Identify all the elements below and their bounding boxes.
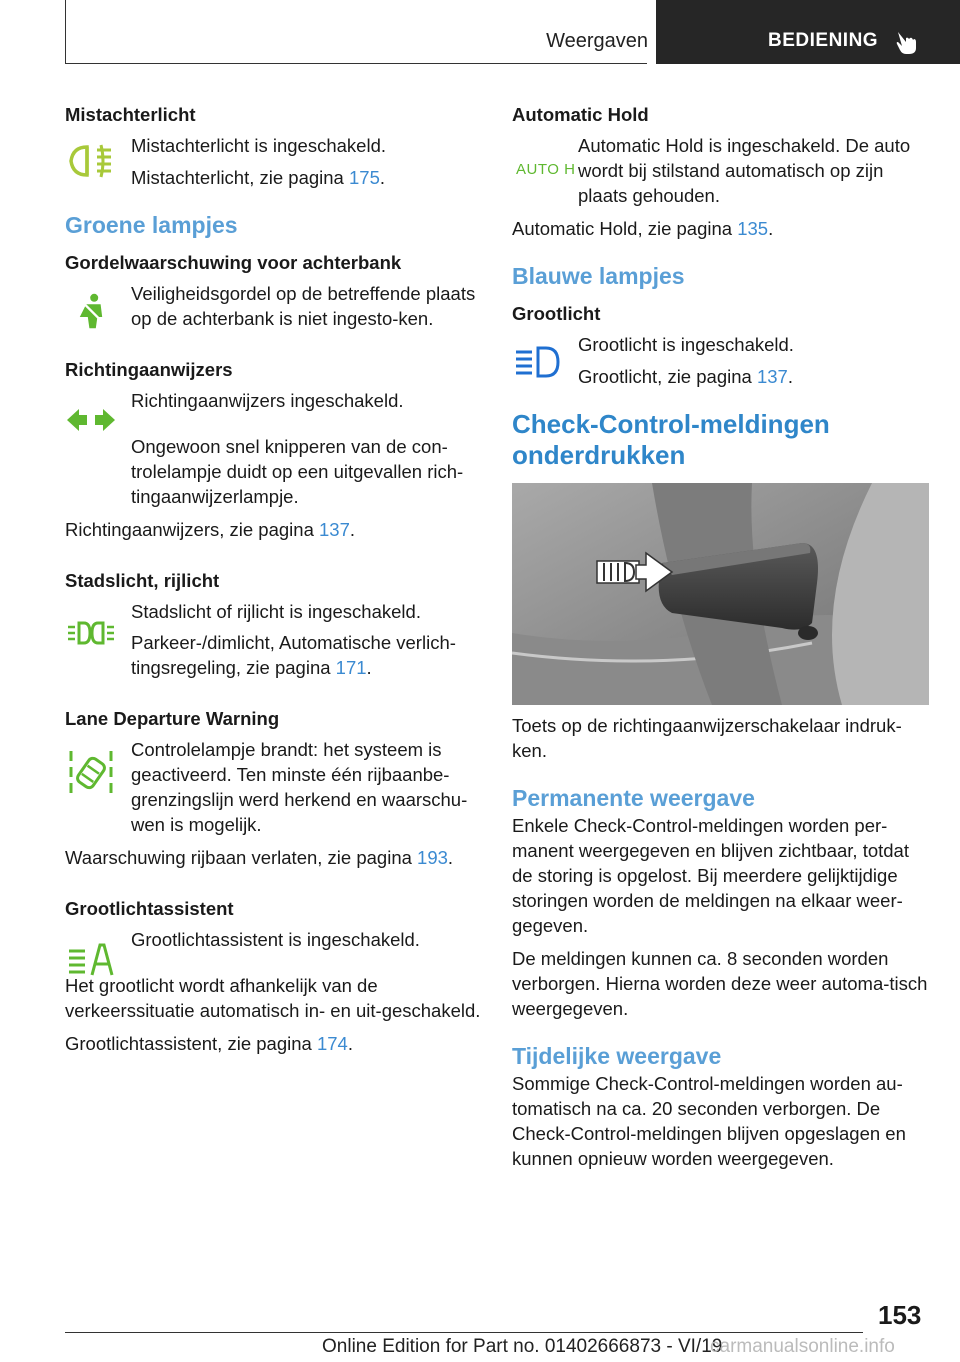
high-entry (512, 332, 929, 389)
header-section-title: Weergaven (546, 30, 648, 52)
park-line-2: Parkeer-/dimlicht, Automatische verlich-tingsregeling, zie pagina 171. (131, 632, 456, 678)
mist-page-link[interactable]: 175 (349, 167, 380, 188)
turn-signal-icon (65, 400, 117, 440)
lane-line-2: Waarschuwing rijbaan verlaten, zie pagina 193. (65, 847, 454, 868)
temporary-para-1: Sommige Check-Control-meldingen worden au-tomatisch na ca. 20 seconden verborgen. De Check-Control-meldingen blijven opgeslagen en kunnen opnieuw worden weergegeven. (512, 1073, 906, 1169)
turn-lever-drawing (512, 483, 929, 705)
hba-line-2: Het grootlicht wordt afhankelijk van de verkeerssituatie automatisch in- en uit-geschakeld. (65, 975, 481, 1021)
lane-title: Lane Departure Warning (65, 708, 280, 729)
ah-entry (512, 133, 929, 208)
hba-title: Grootlichtassistent (65, 898, 234, 919)
park-line-1: Stadslicht of rijlicht is ingeschakeld. (131, 601, 421, 622)
check-control-caption: Toets op de richtingaanwijzerschakelaar indruk-ken. (512, 715, 902, 761)
footer-edition: Online Edition for Part no. 01402666873 - VI/19 (322, 1336, 723, 1357)
ah-line-1: Automatic Hold is ingeschakeld. De auto wordt bij stilstand automatisch op zijn plaats gehouden. (578, 135, 911, 206)
hba-line-1: Grootlichtassistent is ingeschakeld. (131, 929, 420, 950)
lane-entry (65, 737, 482, 837)
hba-line-3: Grootlichtassistent, zie pagina 174. (65, 1033, 353, 1054)
ah-ref-text: Automatic Hold, zie pagina (512, 218, 738, 239)
check-control-heading: Check-Control-meldingen onderdrukken (512, 409, 830, 470)
permanent-heading: Permanente weergave (512, 785, 755, 811)
park-ref-text: Parkeer-/dimlicht, Automatische verlich-tingsregeling, zie pagina (131, 632, 456, 678)
turn-line-2 (131, 434, 482, 509)
permanent-para-2: De meldingen kunnen ca. 8 seconden worden verborgen. Hierna worden deze weer automa-tisch weergegeven. (512, 948, 928, 1019)
green-lamps-heading: Groene lampjes (65, 212, 238, 238)
mist-line-2: Mistachterlicht, zie pagina 175. (131, 167, 386, 188)
lane-line-1: Controlelampje brandt: het systeem is geactiveerd. Ten minste één rijbaanbe-grenzingslijn werd herkend en waarschu-wen is mogelijk. (131, 739, 468, 835)
watermark: carmanualsonline.info (710, 1336, 895, 1357)
park-page-link[interactable]: 171 (335, 657, 367, 678)
turn-line-3: Richtingaanwijzers, zie pagina 137. (65, 519, 356, 540)
high-line-2: Grootlicht, zie pagina 137. (578, 366, 793, 387)
blue-lamps-heading: Blauwe lampjes (512, 263, 685, 289)
lane-page-link[interactable]: 193 (417, 847, 448, 868)
high-line-1: Grootlicht is ingeschakeld. (578, 334, 794, 355)
park-title: Stadslicht, rijlicht (65, 570, 220, 591)
mist-line-1: Mistachterlicht is ingeschakeld. (131, 135, 386, 156)
seatbelt-warning-icon (65, 293, 117, 333)
turn-line-1: Richtingaanwijzers ingeschakeld. (131, 390, 404, 411)
header-rule-left (65, 0, 66, 64)
mist-title: Mistachterlicht (65, 104, 196, 125)
hba-page-link[interactable]: 174 (316, 1033, 348, 1054)
high-beam-icon (512, 342, 564, 382)
pointing-hand-icon (894, 30, 918, 56)
ah-page-link[interactable]: 135 (737, 218, 769, 239)
hba-ref-text: Grootlichtassistent, zie pagina (65, 1033, 317, 1054)
turn-ref-text: Richtingaanwijzers, zie pagina (65, 519, 319, 540)
header-chapter-label: BEDIENING (768, 30, 879, 51)
high-beam-assistant-icon (65, 941, 117, 981)
lane-departure-icon (65, 747, 117, 797)
page-number: 153 (878, 1300, 922, 1330)
lane-ref-text: Waarschuwing rijbaan verlaten, zie pagina (65, 847, 418, 868)
auto-hold-icon: AUTO H (516, 161, 576, 178)
turn-title: Richtingaanwijzers (65, 359, 233, 380)
temporary-heading: Tijdelijke weergave (512, 1043, 722, 1069)
belt-text: Veiligheidsgordel op de betreffende plaats op de achterbank is niet ingesto-ken. (131, 283, 476, 329)
high-page-link[interactable]: 137 (756, 366, 788, 387)
mist-ref-text: Mistachterlicht, zie pagina (131, 167, 349, 188)
mist-entry (65, 133, 482, 190)
high-title: Grootlicht (512, 303, 601, 324)
turn-entry (65, 388, 482, 428)
ah-title: Automatic Hold (512, 104, 649, 125)
turn-page-link[interactable]: 137 (319, 519, 350, 540)
parking-light-icon (65, 613, 117, 653)
turn-line-2-text: Ongewoon snel knipperen van de con-trolelampje duidt op een uitgevallen rich-tingaanwijzerlampje. (131, 436, 464, 507)
footer-rule (65, 1332, 863, 1333)
belt-title: Gordelwaarschuwing voor achterbank (65, 252, 402, 273)
permanent-para-1: Enkele Check-Control-meldingen worden per-manent weergegeven en blijven zichtbaar, totdat de storing is opgelost. Bij meerdere gelijktijdige storingen worden de meldingen na elkaar weer-gegeven. (512, 815, 909, 936)
right-column (512, 102, 929, 1171)
hba-entry (65, 927, 482, 967)
rear-fog-light-icon (65, 141, 117, 181)
ah-line-2: Automatic Hold, zie pagina 135. (512, 218, 774, 239)
header-rule-bottom (65, 63, 647, 64)
left-column (65, 102, 482, 1056)
belt-entry (65, 281, 482, 331)
header-chapter-tab (656, 0, 960, 64)
park-entry (65, 599, 482, 680)
high-ref-text: Grootlicht, zie pagina (578, 366, 757, 387)
turn-lever-illustration (512, 483, 929, 705)
